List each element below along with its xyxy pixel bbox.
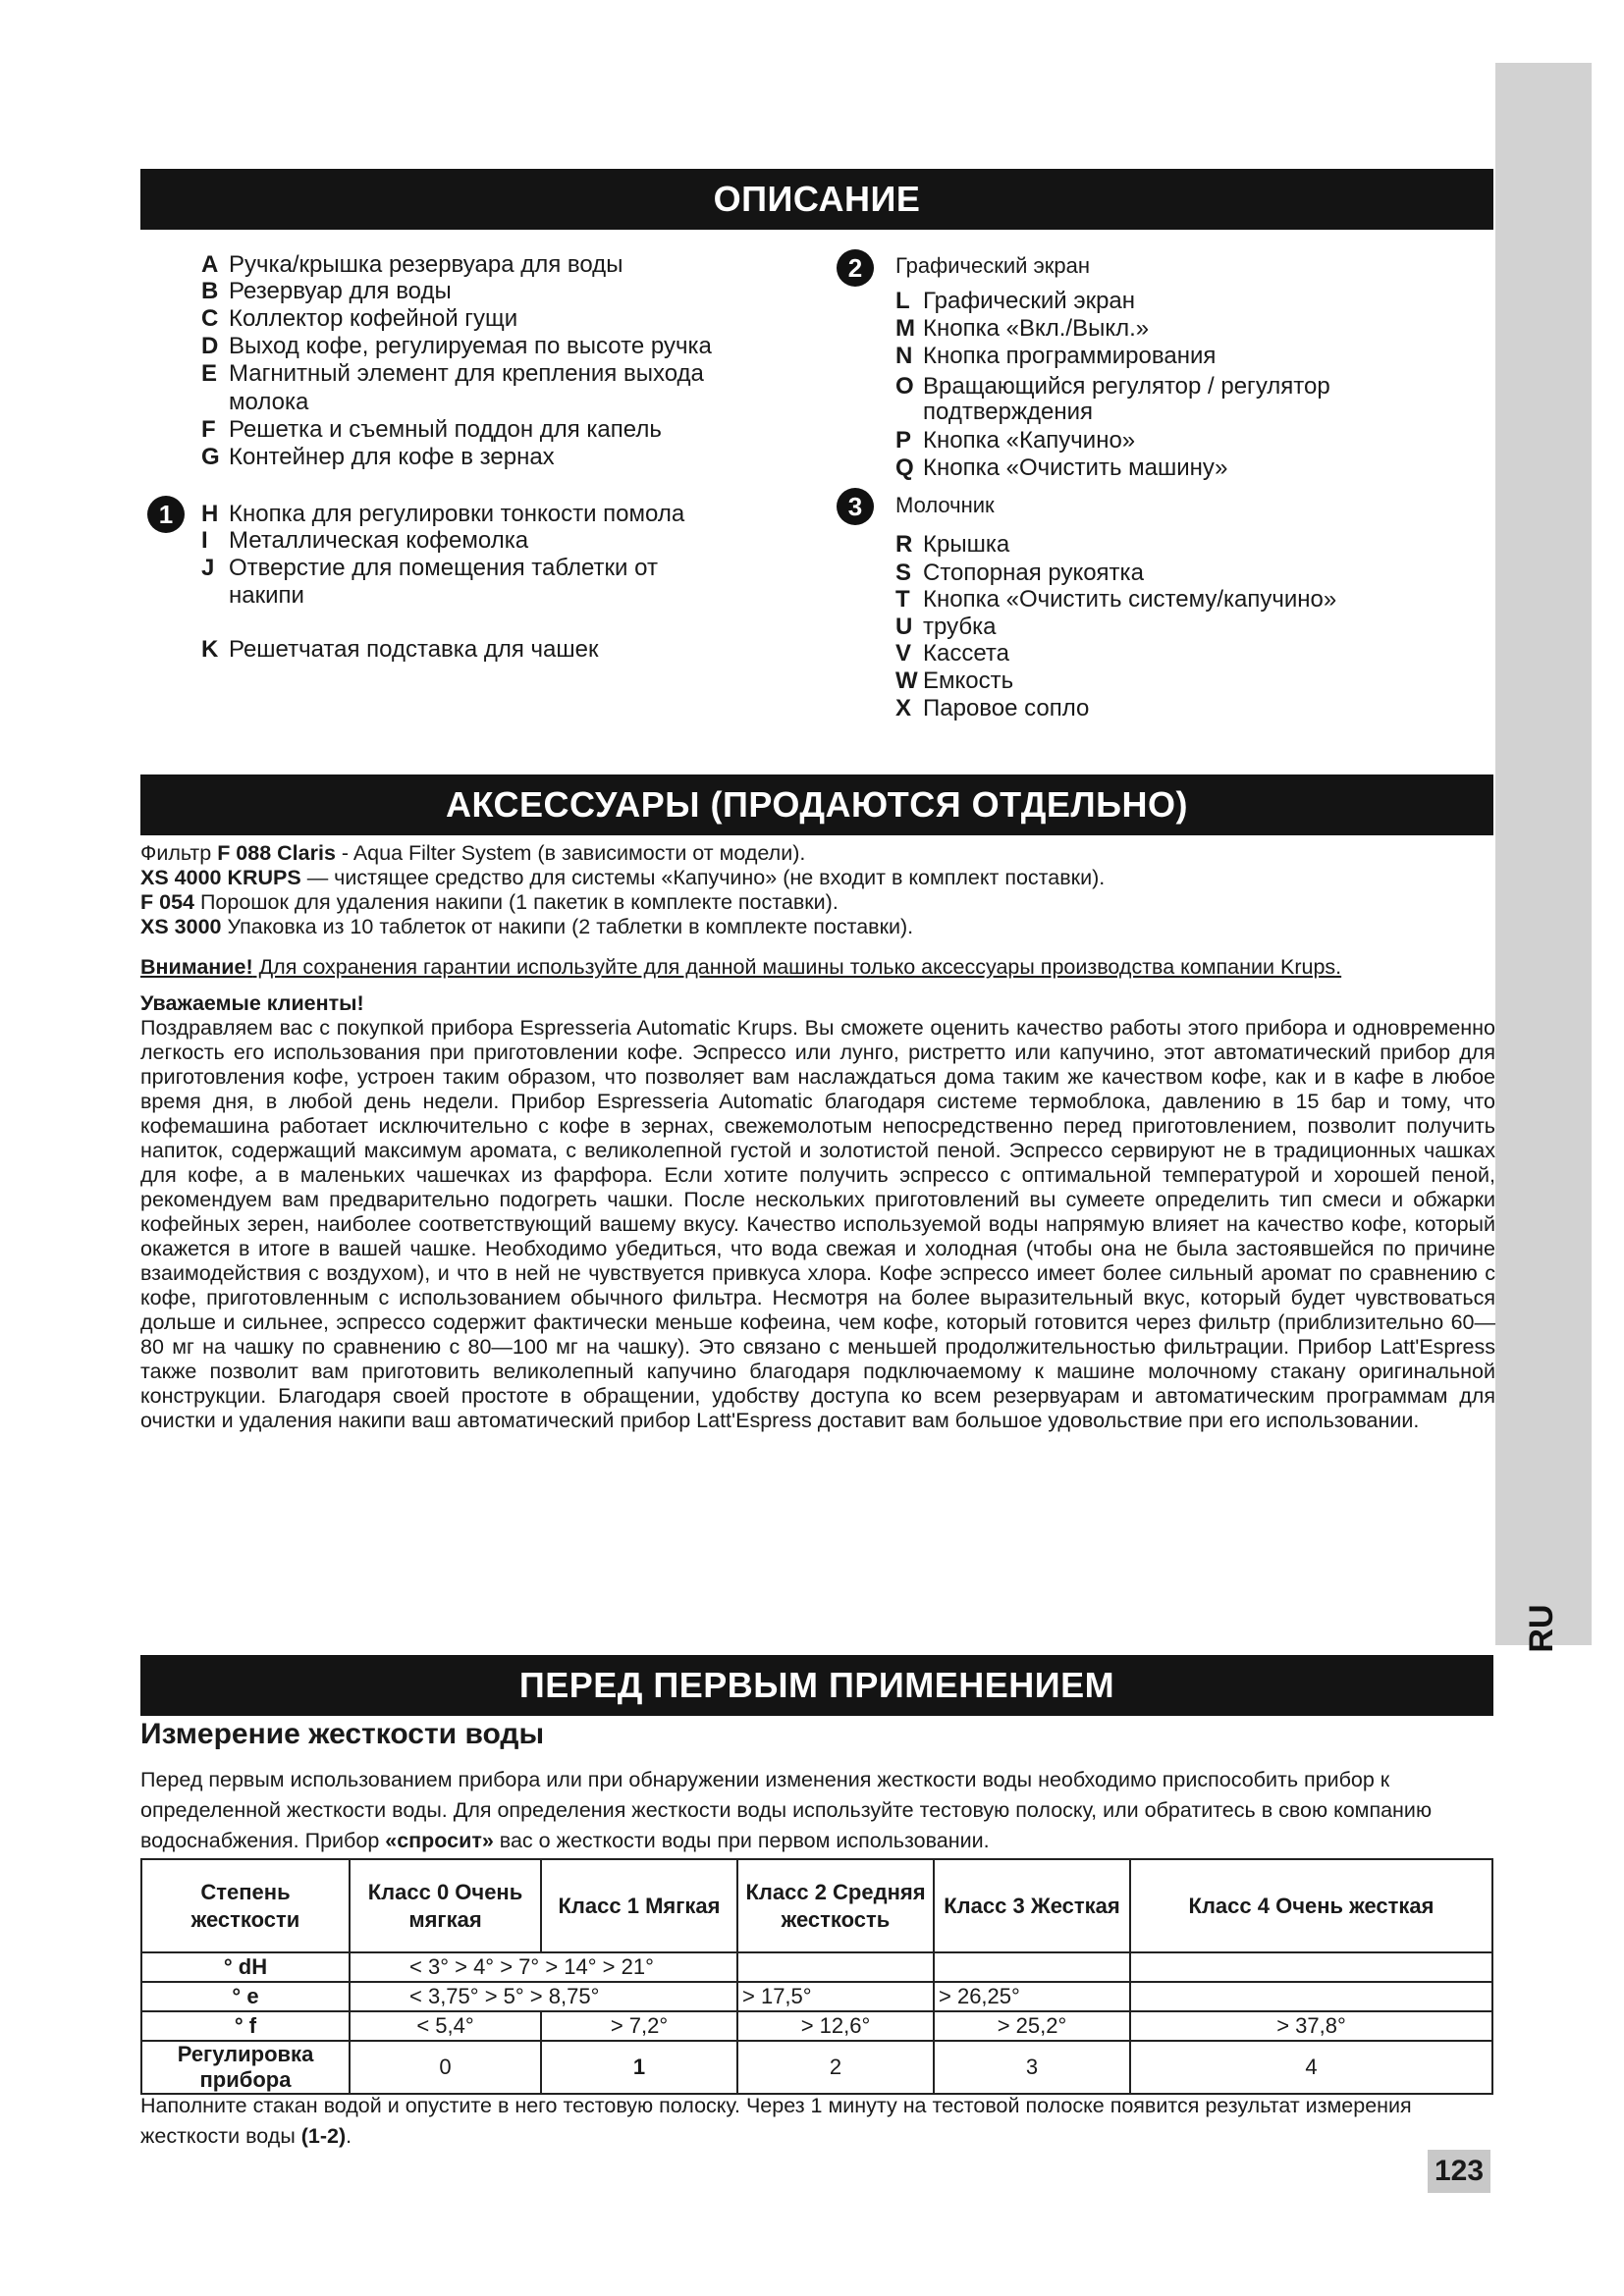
table-cell: > 7,2°	[541, 2011, 737, 2041]
table-cell	[1130, 1952, 1492, 1982]
table-row-label: Регулировка прибора	[141, 2041, 350, 2094]
water-hardness-table	[140, 1858, 1493, 2095]
table-cell: > 26,25°	[934, 1982, 1130, 2011]
accessory-line: XS 4000 KRUPS — чистящее средство для системы «Капучино» (не входит в комплект поставки).	[140, 866, 1106, 889]
table-cell	[1130, 1982, 1492, 2011]
accessory-line: F 054 Порошок для удаления накипи (1 пакетик в комплекте поставки).	[140, 890, 839, 914]
list-item: E Магнитный элемент для крепления выхода	[201, 360, 704, 387]
group-badge-2: 2	[837, 249, 874, 287]
intro-body-text: Поздравляем вас с покупкой прибора Espresseria Automatic Krups. Вы сможете оценить качество работы этого прибора и одновременно легкость его использования при приготовлении кофе. Эспрессо или лунго, ристретто или капучино, этот автоматический прибор для приготовления кофе, устроен таким образом, что позволяет вам наслаждаться дома таким же качеством кофе, как и в кафе в любое время дня, в любой день недели. Прибор Espresseria Automatic благодаря системе термоблока, давлению в 15 бар и тому, что кофемашина работает исключительно с кофе в зернах, свежемолотым непосредственно перед приготовлением, позволит получить напиток, содержащий максимум аромата, с великолепной густой и золотистой пеной. Эспрессо сервируют не в традиционных чашках для кофе, а в маленьких чашечках из фарфора. Если хотите получить эспрессо с оптимальной температурой и хорошей пеной, рекомендуем вам предварительно подогреть чашки. После нескольких приготовлений вы сумеете определить тип смеси и обжарки кофейных зерен, наиболее соответствующий вашему вкусу. Качество используемой воды напрямую влияет на качество кофе, который окажется в итоге в вашей чашке. Необходимо убедиться, что вода свежая и холодная (чтобы она не была застоявшейся по причине взаимодействия с воздухом), и что в ней не чувствуется привкуса хлора. Кофе эспрессо имеет более сильный аромат по сравнению с кофе, приготовленным с использованием обычного фильтра. Несмотря на более выразительный вкус, который будет чувствоваться дольше и сильнее, эспрессо содержит фактически меньше кофеина, чем кофе, который готовится через фильтр (приблизительно 60—80 мг на чашку по сравнению с 80—100 мг на чашку). Это связано с меньшей продолжительностью фильтрации. Прибор Latt'Espress также позволит вам приготовить великолепный капучино благодаря подключаемому к машине молочному стакану оригинальной конструкции. Благодаря своей простоте в обращении, удобству доступа ко всем резервуарам и автоматическим программам для очистки и удаления накипи ваш автоматический прибор Latt'Espress доставит вам большое удовольствие при его использовании.	[140, 1016, 1495, 1432]
list-item: N Кнопка программирования	[895, 343, 1217, 369]
list-item: подтверждения	[923, 399, 1094, 425]
table-header-cell: Класс 2 Средняя жесткость	[737, 1859, 934, 1952]
table-cell: > 37,8°	[1130, 2011, 1492, 2041]
group-badge-1: 1	[147, 496, 185, 533]
section-accessories-title: АКСЕССУАРЫ (ПРОДАЮТСЯ ОТДЕЛЬНО)	[140, 774, 1493, 835]
table-cell	[934, 1952, 1130, 1982]
list-item: K Решетчатая подставка для чашек	[201, 636, 599, 663]
table-header-cell: Класс 1 Мягкая	[541, 1859, 737, 1952]
table-header-cell: Класс 0 Очень мягкая	[350, 1859, 541, 1952]
list-item: молока	[229, 389, 309, 415]
table-cell: > 25,2°	[934, 2011, 1130, 2041]
accessory-line: XS 3000 Упаковка из 10 таблеток от накипи (2 таблетки в комплекте поставки).	[140, 915, 914, 938]
list-item: Q Кнопка «Очистить машину»	[895, 454, 1228, 481]
list-item: X Паровое сопло	[895, 695, 1090, 721]
list-item: R Крышка	[895, 531, 1010, 558]
table-cell: 4	[1130, 2041, 1492, 2094]
table-row-label: ° f	[141, 2011, 350, 2041]
table-header-row	[141, 1859, 1492, 1952]
list-item: C Коллектор кофейной гущи	[201, 305, 518, 332]
section-description-title: ОПИСАНИЕ	[140, 169, 1493, 230]
list-item: U трубка	[895, 614, 997, 640]
table-row-label: ° e	[141, 1982, 350, 2011]
water-hardness-heading: Измерение жесткости воды	[140, 1718, 545, 1750]
list-item: P Кнопка «Капучино»	[895, 427, 1136, 454]
dear-clients-heading: Уважаемые клиенты!	[140, 991, 364, 1015]
warranty-warning: Внимание! Для сохранения гарантии используйте для данной машины только аксессуары производства компании Krups.	[140, 955, 1342, 979]
water-hardness-intro: Перед первым использованием прибора или при обнаружении изменения жесткости воды необходимо приспособить прибор к определенной жесткости воды. Для определения жесткости воды используйте тестовую полоску, или обратитесь в свою компанию водоснабжения. Прибор «спросит» вас о жесткости воды при первом использовании.	[140, 1768, 1433, 1852]
table-header-cell: Класс 3 Жесткая	[934, 1859, 1130, 1952]
table-cell: > 17,5°	[737, 1982, 934, 2011]
table-cell	[737, 1952, 934, 1982]
table-cell: < 3,75° > 5° > 8,75°	[350, 1982, 737, 2011]
group-badge-3: 3	[837, 488, 874, 525]
list-item: G Контейнер для кофе в зернах	[201, 444, 555, 470]
list-item: L Графический экран	[895, 288, 1136, 314]
page-number: 123	[1428, 2150, 1490, 2193]
table-row-label: ° dH	[141, 1952, 350, 1982]
group-2-label: Графический экран	[895, 253, 1091, 278]
list-item: W Емкость	[895, 667, 1014, 694]
language-side-tab	[1495, 63, 1592, 1653]
list-item: F Решетка и съемный поддон для капель	[201, 416, 662, 443]
list-item: S Стопорная рукоятка	[895, 560, 1144, 586]
list-item: O Вращающийся регулятор / регулятор	[895, 373, 1330, 400]
table-header-cell: Класс 4 Очень жесткая	[1130, 1859, 1492, 1952]
accessory-line: Фильтр F 088 Claris - Aqua Filter System (в зависимости от модели).	[140, 841, 806, 865]
list-item: M Кнопка «Вкл./Выкл.»	[895, 315, 1150, 342]
group-3-label: Молочник	[895, 493, 995, 517]
list-item: T Кнопка «Очистить систему/капучино»	[895, 586, 1337, 613]
list-item: D Выход кофе, регулируемая по высоте ручка	[201, 333, 712, 359]
list-item: I Металлическая кофемолка	[201, 527, 529, 554]
table-row	[141, 1952, 1492, 1982]
list-item: B Резервуар для воды	[201, 278, 452, 304]
table-cell: 2	[737, 2041, 934, 2094]
list-item: накипи	[229, 582, 304, 609]
list-item: V Кассета	[895, 640, 1009, 667]
table-cell: < 3° > 4° > 7° > 14° > 21°	[350, 1952, 737, 1982]
language-code: RU	[1523, 1604, 1560, 1653]
table-row	[141, 2041, 1492, 2094]
list-item: A Ручка/крышка резервуара для воды	[201, 251, 623, 278]
table-cell: 3	[934, 2041, 1130, 2094]
table-row	[141, 2011, 1492, 2041]
list-item: J Отверстие для помещения таблетки от	[201, 555, 658, 581]
table-cell: 0	[350, 2041, 541, 2094]
water-hardness-outro: Наполните стакан водой и опустите в него тестовую полоску. Через 1 минуту на тестовой полоске появится результат измерения жесткости воды (1-2).	[140, 2094, 1412, 2148]
table-header-cell: Степень жесткости	[141, 1859, 350, 1952]
table-cell: < 5,4°	[350, 2011, 541, 2041]
table-row	[141, 1982, 1492, 2011]
table-cell: 1	[541, 2041, 737, 2094]
list-item: H Кнопка для регулировки тонкости помола	[201, 501, 685, 527]
section-first-use-title: ПЕРЕД ПЕРВЫМ ПРИМЕНЕНИЕМ	[140, 1655, 1493, 1716]
table-cell: > 12,6°	[737, 2011, 934, 2041]
